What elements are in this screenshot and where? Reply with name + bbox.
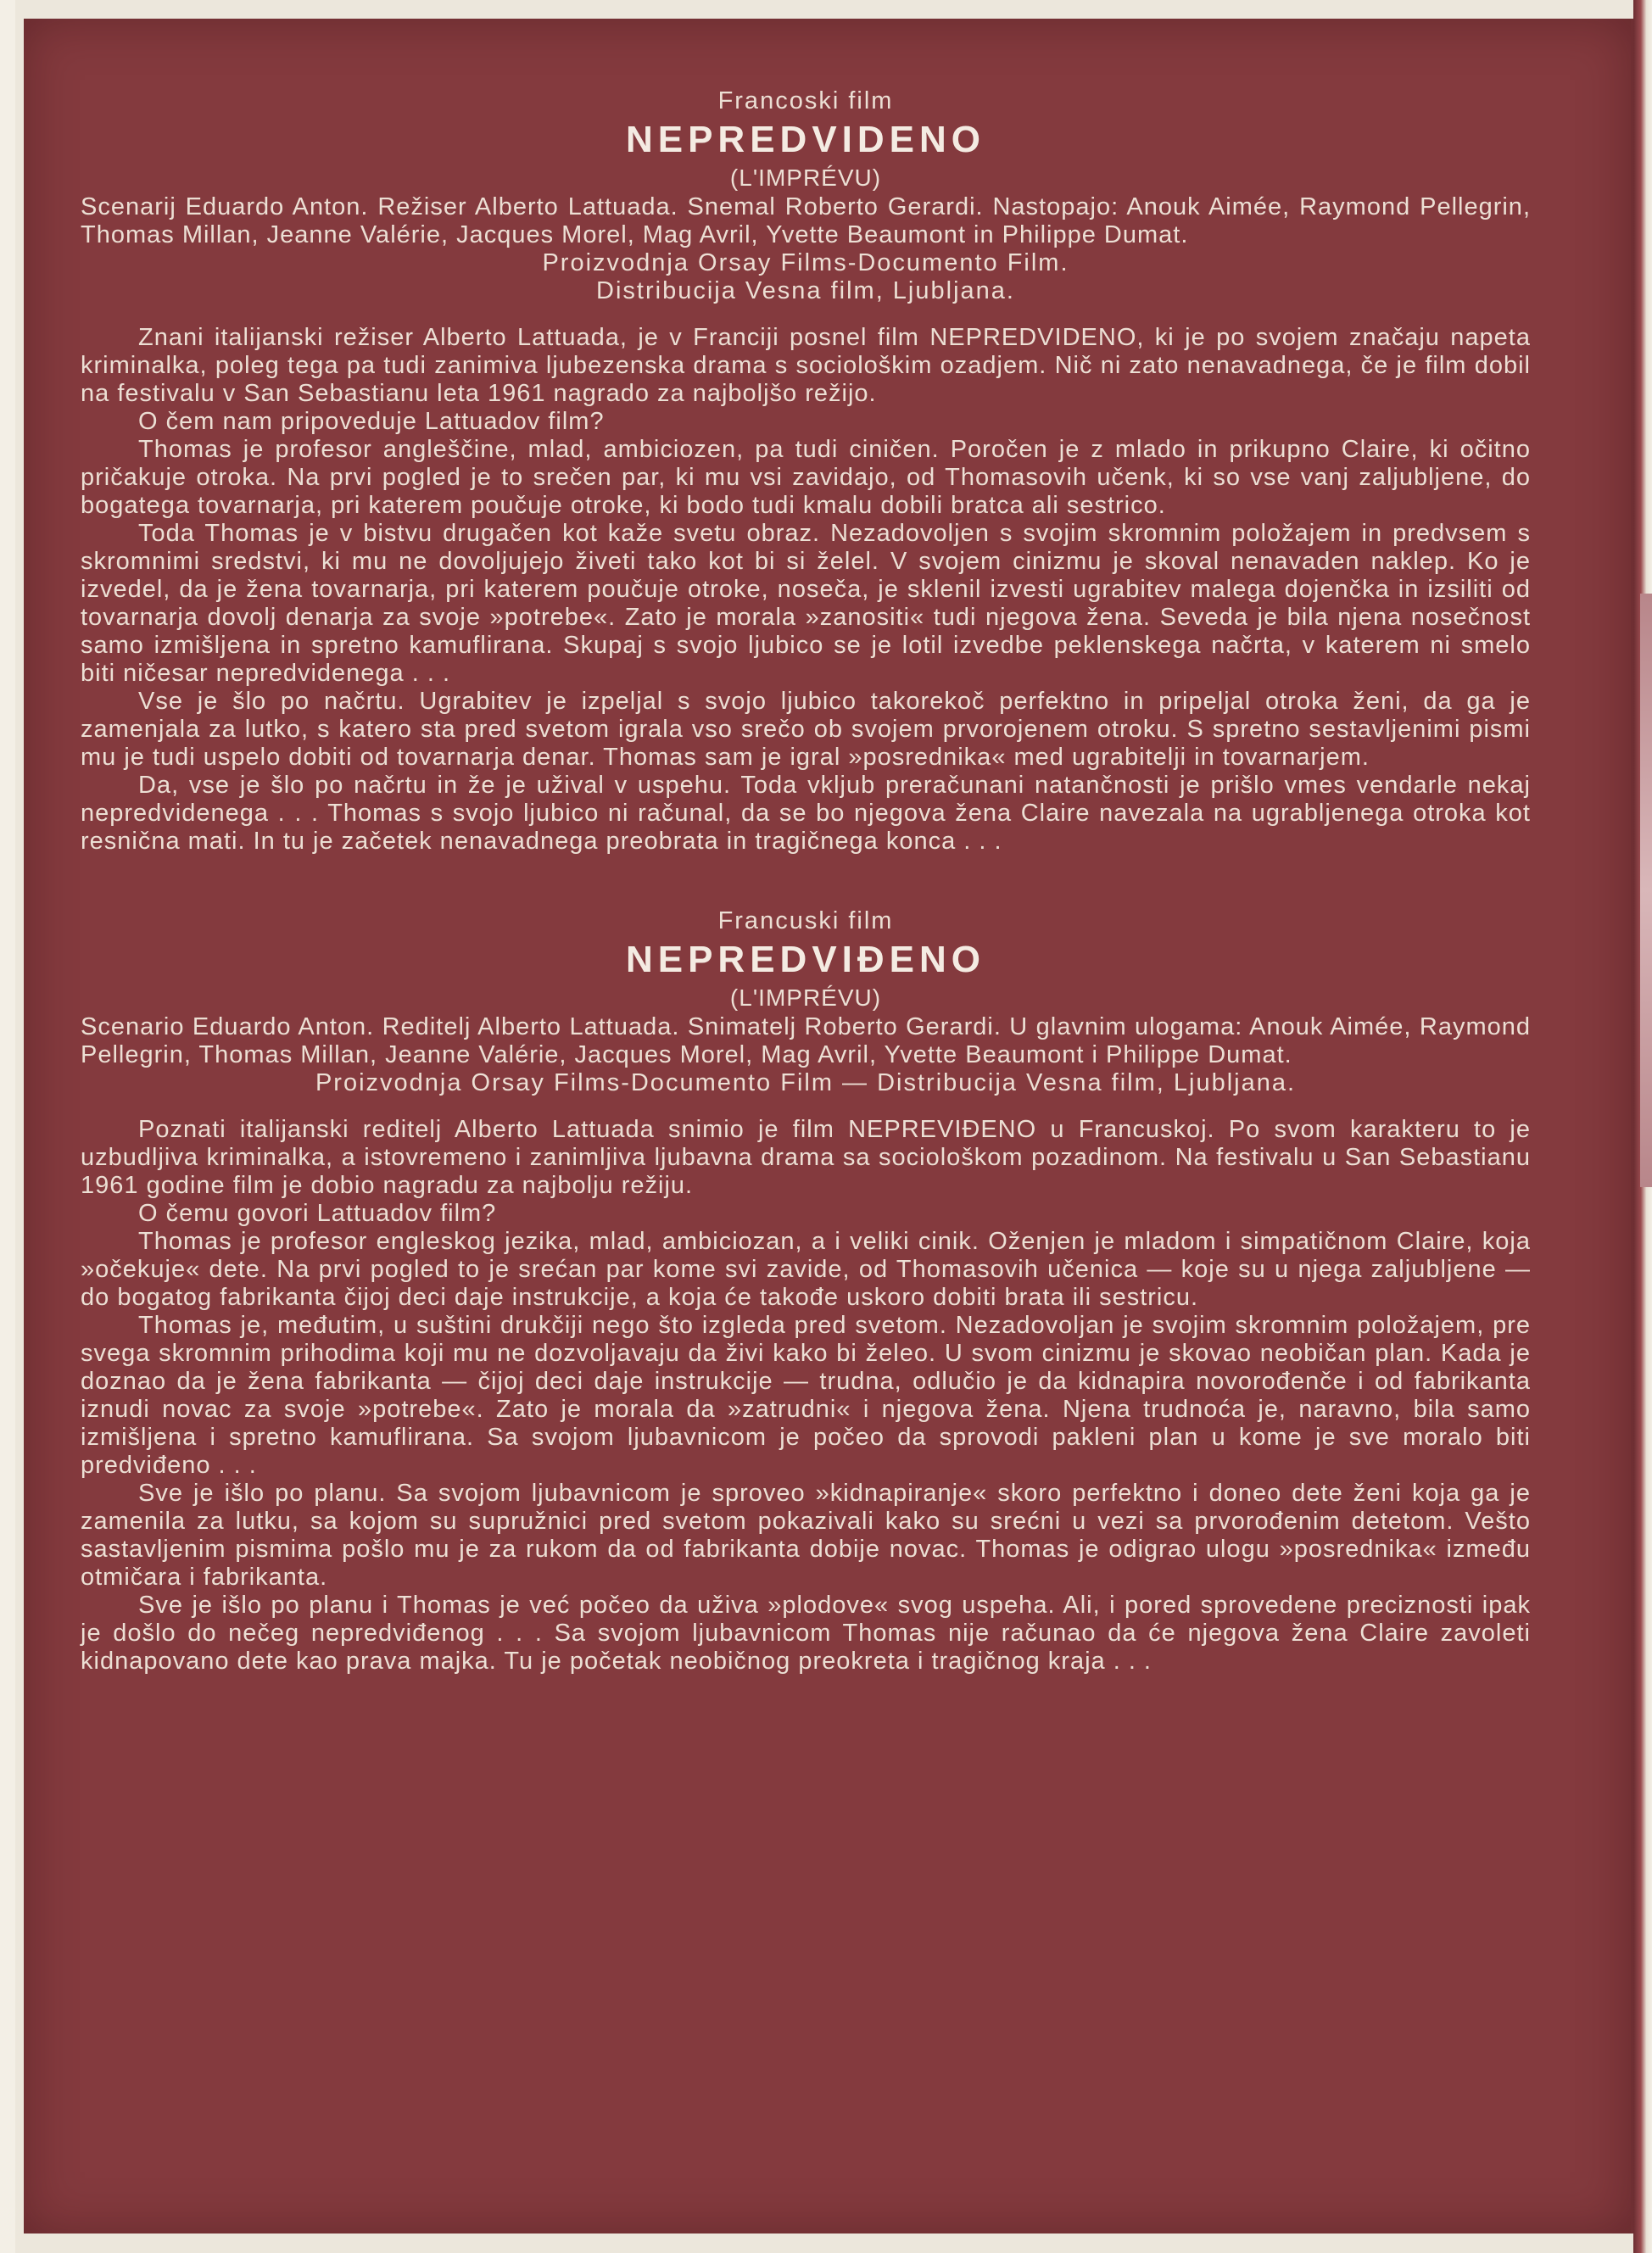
distribution: Distribucija Vesna film, Ljubljana. bbox=[596, 277, 1015, 304]
paragraph: O čem nam pripoveduje Lattuadov film? bbox=[138, 408, 605, 435]
production-distribution: Proizvodnja Orsay Films-Documento Film — Distribucija Vesna film, Ljubljana. bbox=[315, 1069, 1297, 1096]
paragraph: Thomas je, međutim, u suštini drukčiji nego što izgleda pred svetom. Nezadovoljan je svojim skromnim položajem, pre svega skromnim prihodima koji mu ne dozvoljavaju da živi kako bi želeo. U svom cinizmu je skovao neobičan plan. Kada je doznao da je žena fabrikanta — čijoj deci daje instrukcije — trudna, odlučio je da kidnapira novorođenče i od fabrikanta iznudi novac za svoje »potrebe«. Zato je morala da »zatrudni« i njegova žena. Njena trudnoća je, naravno, bila samo izmišljena i spretno kamuflirana. Sa svojom ljubavnicom je počeo da sprovodi pakleni plan u kome je sve moralo biti predviđeno . . . bbox=[81, 1312, 1531, 1479]
paragraph: Thomas je profesor angleščine, mlad, ambiciozen, pa tudi ciničen. Poročen je z mlado in prikupno Claire, ki očitno pričakuje otroka. Na prvi pogled je to srečen par, ki mu vsi zavidajo, od Thomasovih učenk, ki so vse vanj zaljubljene, do bogatega tovarnarja, pri katerem poučuje otroke, ki bodo tudi kmalu dobili bratca ali sestrico. bbox=[81, 436, 1531, 519]
paragraph: Sve je išlo po planu. Sa svojom ljubavnicom je sproveo »kidnapiranje« skoro perfektno i doneo dete ženi koja ga je zamenila za lutku, sa kojom su supružnici pred svetom pokazivali kako su srećni u vezi sa prvorođenim detetom. Vešto sastavljenim pismima pošlo mu je za rukom da od fabrikanta dobije novac. Thomas je odigrao ulogu »posrednika« između otmičara i fabrikanta. bbox=[81, 1480, 1531, 1591]
paragraph: Sve je išlo po planu i Thomas je već počeo da uživa »plodove« svog uspeha. Ali, i pored sprovedene preciznosti ipak je došlo do nečeg nepredviđenog . . . Sa svojom ljubavnicom Thomas nije računao da će njegova žena Claire zavoleti kidnapovano dete kao prava majka. Tu je početak neobičnog preokreta i tragičnog kraja . . . bbox=[81, 1592, 1531, 1675]
serbian-section bbox=[81, 905, 1531, 1676]
film-origin-label: Francuski film bbox=[717, 907, 894, 934]
paragraph: Vse je šlo po načrtu. Ugrabitev je izpeljal s svojo ljubico takorekoč perfektno in pripeljal otroka ženi, da ga je zamenjala za lutko, s katero sta pred svetom igrala vso srečo ob svojem prvorojenem otroku. S spretno sestavljenimi pismi mu je tudi uspelo dobiti od tovarnarja denar. Thomas sam je igral »posrednika« med ugrabitelji in tovarnarjem. bbox=[81, 688, 1531, 771]
credits: Scenarij Eduardo Anton. Režiser Alberto Lattuada. Snemal Roberto Gerardi. Nastopajo: Anouk Aimée, Raymond Pellegrin, Thomas Millan, Jeanne Valérie, Jacques Morel, Mag Avril, Yvette Beaumont in Philippe Dumat. bbox=[81, 193, 1531, 248]
paragraph: Poznati italijanski reditelj Alberto Lattuada snimio je film NEPREVIĐENO u Francuskoj. Po svom karakteru to je uzbudljiva kriminalka, a istovremeno i zanimljiva ljubavna drama sa sociološkom pozadinom. Na festivalu u San Sebastianu 1961 godine film je dobio nagradu za najbolju režiju. bbox=[81, 1116, 1531, 1199]
paragraph: Znani italijanski režiser Alberto Lattuada, je v Franciji posnel film NEPREDVIDENO, ki je po svojem značaju napeta kriminalka, poleg tega pa tudi zanimiva ljubezenska drama s sociološkim ozadjem. Nič ni zato nenavadnega, če je film dobil na festivalu v San Sebastianu leta 1961 nagrado za najboljšo režijo. bbox=[81, 324, 1531, 407]
film-origin-label: Francoski film bbox=[717, 87, 894, 114]
original-title: (L'IMPRÉVU) bbox=[729, 165, 882, 191]
page-content bbox=[81, 85, 1531, 1676]
paragraph: Toda Thomas je v bistvu drugačen kot kaže svetu obraz. Nezadovoljen s svojim skromnim položajem in predvsem s skromnimi sredstvi, ki mu ne dovoljujejo živeti tako kot bi si želel. V svojem cinizmu je skoval nenavaden naklep. Ko je izvedel, da je žena tovarnarja, pri katerem poučuje otroke, noseča, je sklenil izvesti ugrabitev malega dojenčka in izsiliti od tovarnarja dovolj denarja za svoje »potrebe«. Zato je morala »zanositi« tudi njegova žena. Seveda je bila njena nosečnost samo izmišljena in spretno kamuflirana. Skupaj s svojo ljubico se je lotil izvedbe peklenskega načrta, v katerem ni smelo biti ničesar nepredvidenega . . . bbox=[81, 520, 1531, 687]
original-title: (L'IMPRÉVU) bbox=[729, 984, 882, 1011]
production: Proizvodnja Orsay Films-Documento Film. bbox=[542, 249, 1069, 276]
paragraph: Da, vse je šlo po načrtu in že je užival v uspehu. Toda vkljub preračunani natančnosti je prišlo vmes vendarle nekaj nepredvidenega . . . Thomas s svojo ljubico ni računal, da se bo njegova žena Claire navezala na ugrabljenega otroka kot resnična mati. In tu je začetek nenavadnega preobrata in tragičnega konca . . . bbox=[81, 772, 1531, 855]
margin-strip bbox=[1640, 594, 1652, 1187]
film-title: NEPREDVIĐENO bbox=[625, 939, 986, 980]
paragraph: O čemu govori Lattuadov film? bbox=[138, 1200, 497, 1227]
film-title: NEPREDVIDENO bbox=[625, 119, 986, 160]
credits: Scenario Eduardo Anton. Reditelj Alberto Lattuada. Snimatelj Roberto Gerardi. U glavnim ulogama: Anouk Aimée, Raymond Pellegrin, Thomas Millan, Jeanne Valérie, Jacques Morel, Mag Avril, Yvette Beaumont i Philippe Dumat. bbox=[81, 1013, 1531, 1068]
paragraph: Thomas je profesor engleskog jezika, mlad, ambiciozan, a i veliki cinik. Oženjen je mladom i simpatičnom Claire, koja »očekuje« dete. Na prvi pogled to je srećan par kome svi zavide, od Thomasovih učenica — koje su u njega zaljubljene — do bogatog fabrikanta čijoj deci daje instrukcije, a koja će takođe uskoro dobiti brata ili sestricu. bbox=[81, 1228, 1531, 1311]
slovene-section bbox=[81, 85, 1531, 856]
